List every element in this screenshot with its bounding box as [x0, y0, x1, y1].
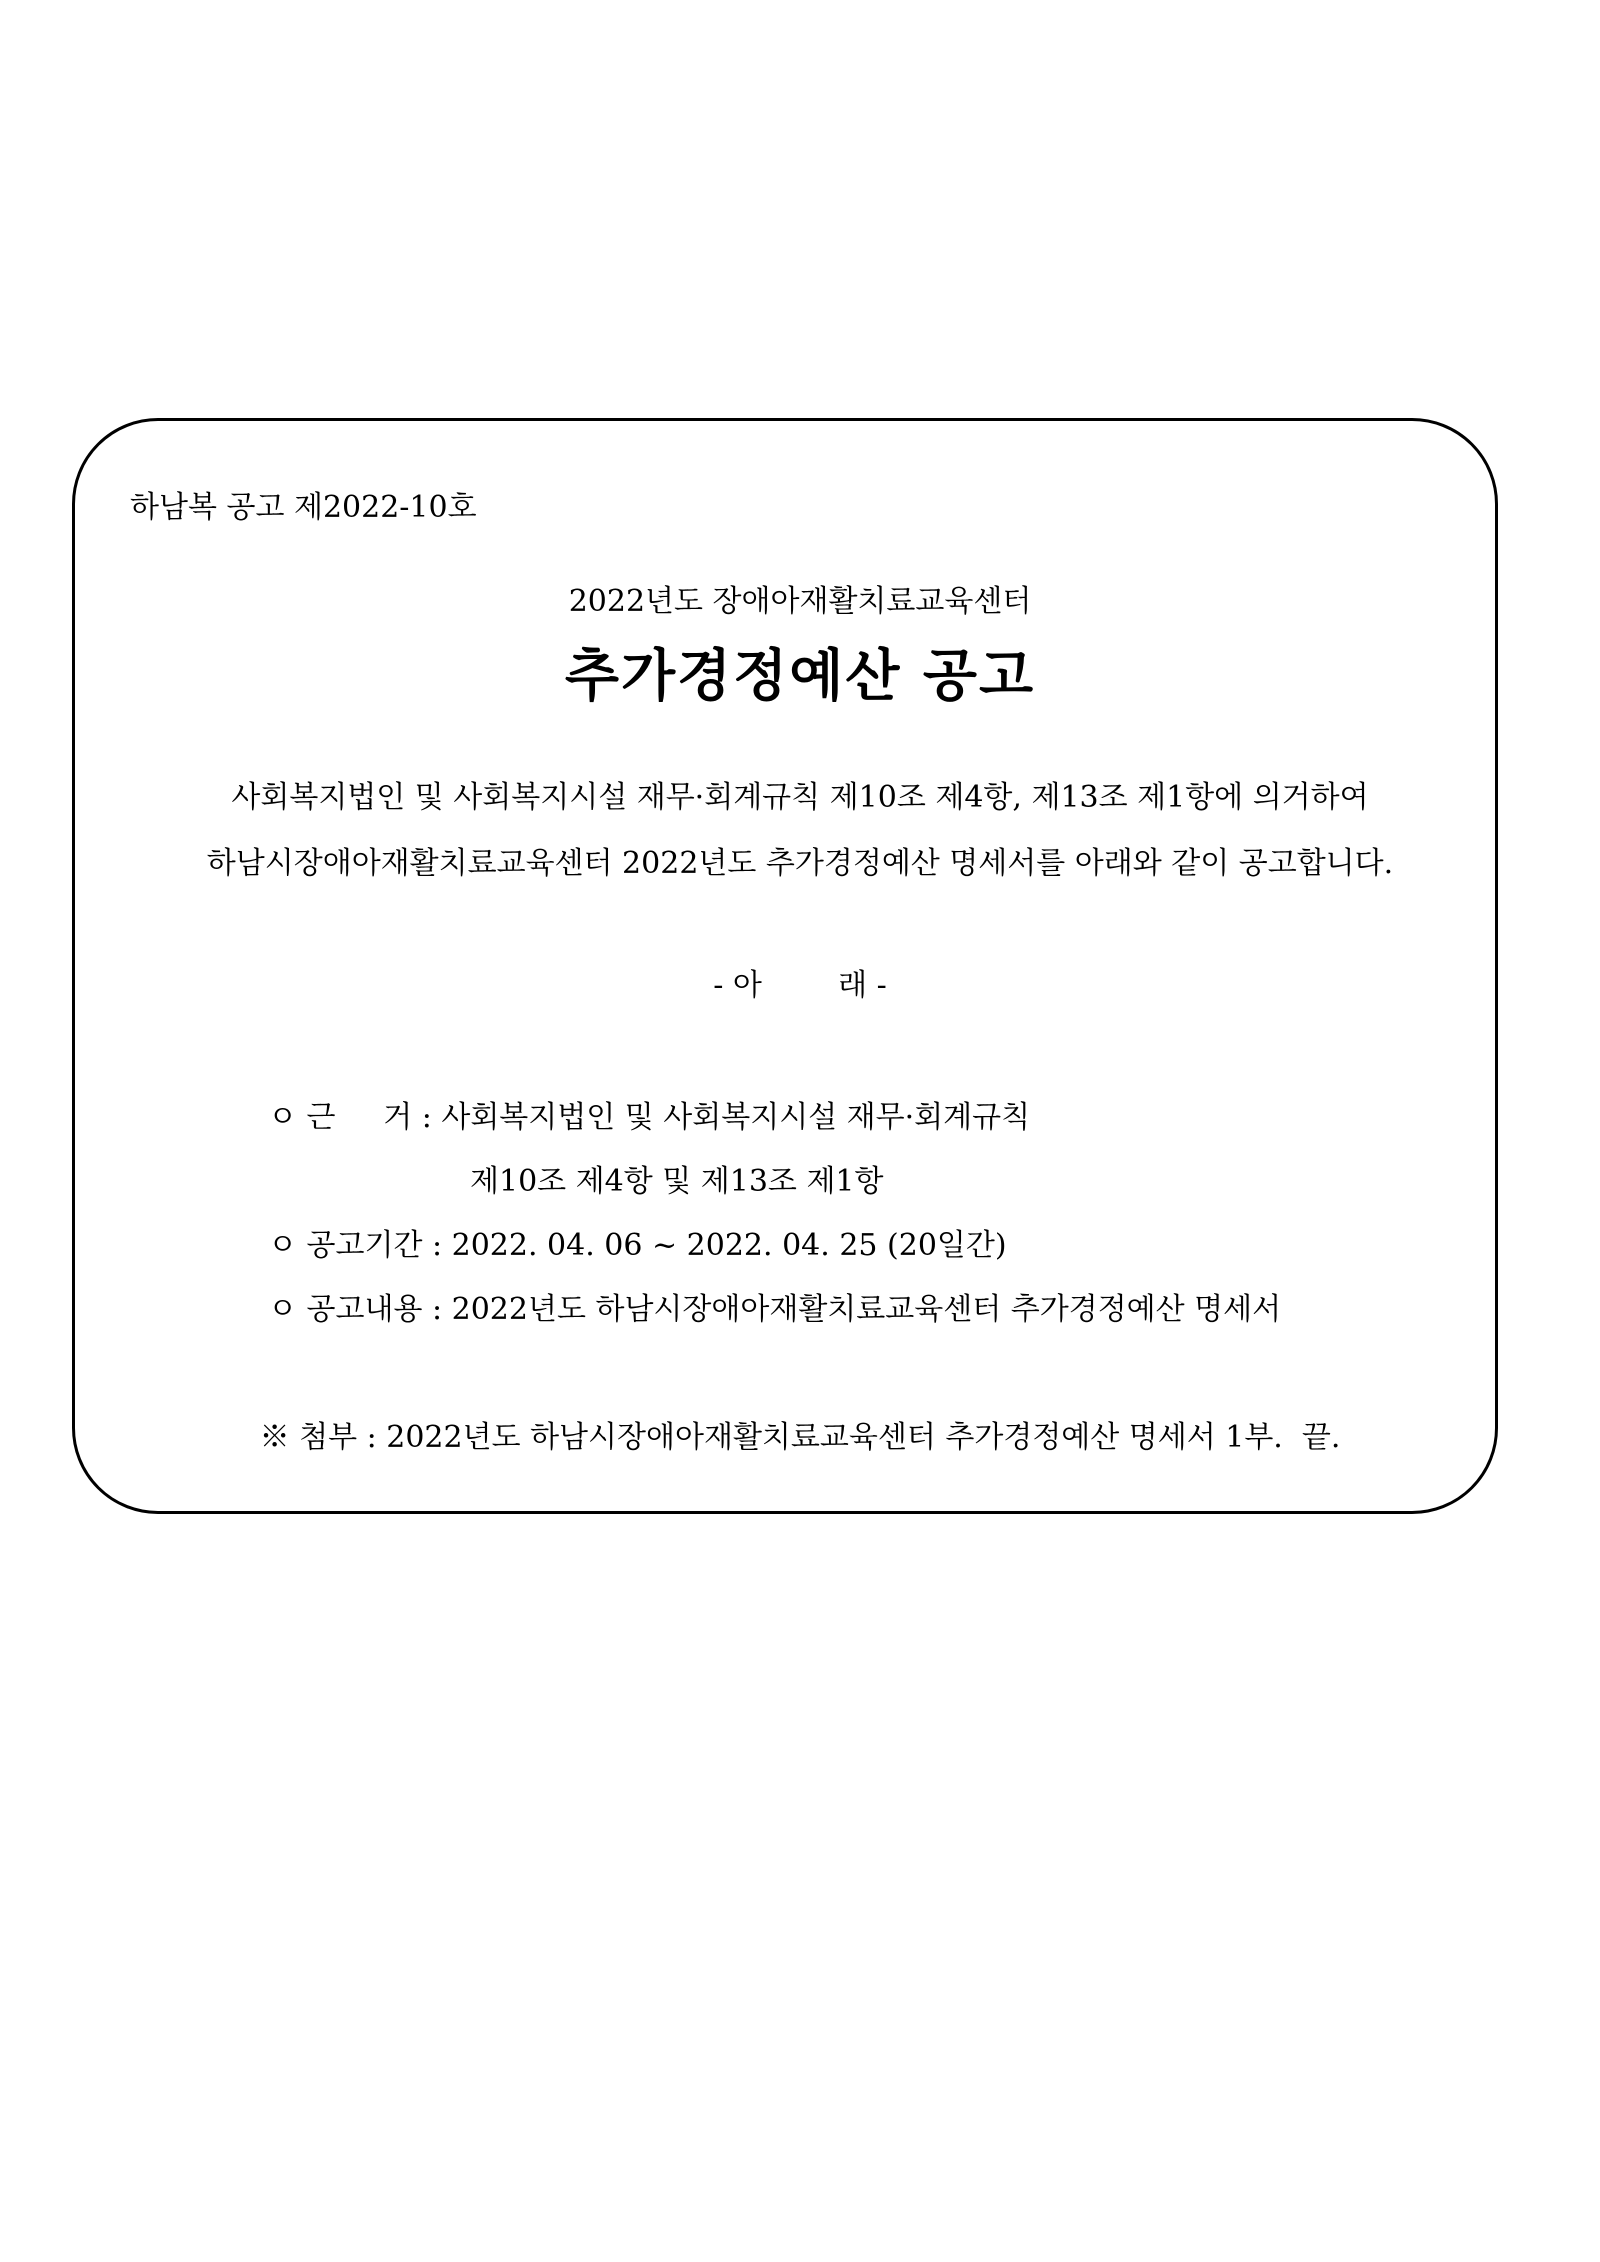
notice-number: 하남복 공고 제2022-10호 [130, 490, 477, 525]
attachment-note: ※ 첨부 : 2022년도 하남시장애아재활치료교육센터 추가경정예산 명세서 1부. 끝. [259, 1420, 1341, 1455]
item-content: ㅇ 공고내용 : 2022년도 하남시장애아재활치료교육센터 추가경정예산 명세서 [268, 1292, 1282, 1327]
notice-title: 추가경정예산 공고 [564, 643, 1036, 709]
notice-body-line-2: 하남시장애아재활치료교육센터 2022년도 추가경정예산 명세서를 아래와 같이 공고합니다. [206, 846, 1394, 881]
notice-body-line-1: 사회복지법인 및 사회복지시설 재무·회계규칙 제10조 제4항, 제13조 제1항에 의거하여 [231, 780, 1369, 815]
item-basis-continued: 제10조 제4항 및 제13조 제1항 [470, 1164, 884, 1199]
notice-subtitle: 2022년도 장애아재활치료교육센터 [568, 584, 1032, 619]
item-basis: ㅇ 근 거 : 사회복지법인 및 사회복지시설 재무·회계규칙 [268, 1100, 1031, 1135]
item-period: ㅇ 공고기간 : 2022. 04. 06 ~ 2022. 04. 25 (20일간) [268, 1228, 1007, 1263]
below-heading: - 아 래 - [713, 968, 887, 1003]
